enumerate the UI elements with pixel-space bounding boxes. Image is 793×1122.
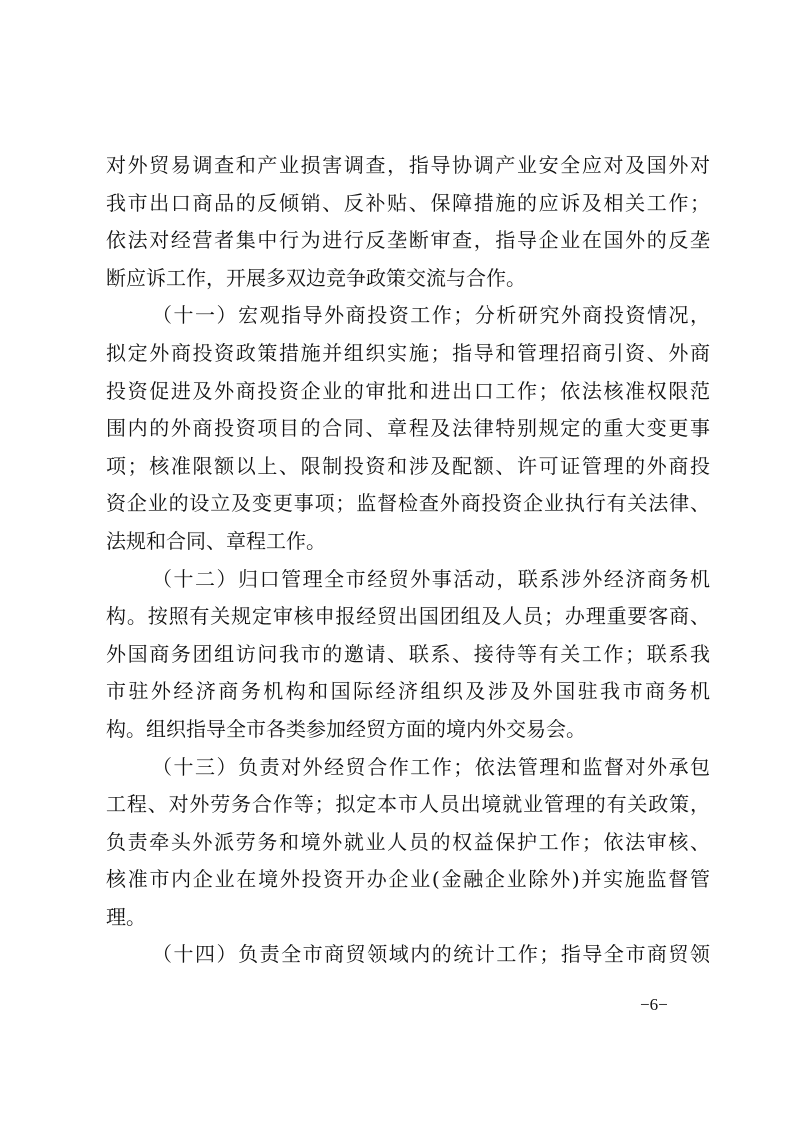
text-line: 构。按照有关规定审核申报经贸出国团组及人员；办理重要客商、	[106, 604, 710, 629]
text-line: 核准市内企业在境外投资开办企业(金融企业除外)并实施监督管	[106, 867, 710, 892]
text-line: 理。	[106, 904, 146, 929]
text-line: 法规和合同、章程工作。	[106, 528, 326, 553]
text-line: 我市出口商品的反倾销、反补贴、保障措施的应诉及相关工作；	[106, 190, 710, 215]
text-line: 围内的外商投资项目的合同、章程及法律特别规定的重大变更事	[106, 416, 710, 441]
body-text	[106, 147, 710, 974]
text-line: 资企业的设立及变更事项；监督检查外商投资企业执行有关法律、	[106, 491, 710, 516]
text-line: 构。组织指导全市各类参加经贸方面的境内外交易会。	[106, 716, 586, 741]
text-line: 外国商务团组访问我市的邀请、联系、接待等有关工作；联系我	[106, 641, 710, 666]
text-line: 对外贸易调查和产业损害调查，指导协调产业安全应对及国外对	[106, 153, 710, 177]
text-line: （十二）归口管理全市经贸外事活动，联系涉外经济商务机	[152, 566, 710, 591]
text-line: 项；核准限额以上、限制投资和涉及配额、许可证管理的外商投	[106, 453, 710, 478]
text-line: 投资促进及外商投资企业的审批和进出口工作；依法核准权限范	[106, 378, 710, 403]
text-line: 市驻外经济商务机构和国际经济组织及涉及外国驻我市商务机	[106, 679, 710, 704]
text-line: （十四）负责全市商贸领域内的统计工作；指导全市商贸领	[152, 942, 710, 967]
text-line: 断应诉工作，开展多双边竞争政策交流与合作。	[106, 265, 526, 290]
text-line: 依法对经营者集中行为进行反垄断审查，指导企业在国外的反垄	[106, 228, 710, 253]
text-line: 负责牵头外派劳务和境外就业人员的权益保护工作；依法审核、	[106, 829, 710, 854]
text-line: 拟定外商投资政策措施并组织实施；指导和管理招商引资、外商	[106, 340, 710, 365]
text-line: （十一）宏观指导外商投资工作；分析研究外商投资情况，	[152, 303, 710, 328]
text-line: （十三）负责对外经贸合作工作；依法管理和监督对外承包	[152, 754, 710, 779]
text-line: 工程、对外劳务合作等；拟定本市人员出境就业管理的有关政策，	[106, 792, 710, 817]
page-number: −6−	[640, 995, 668, 1014]
